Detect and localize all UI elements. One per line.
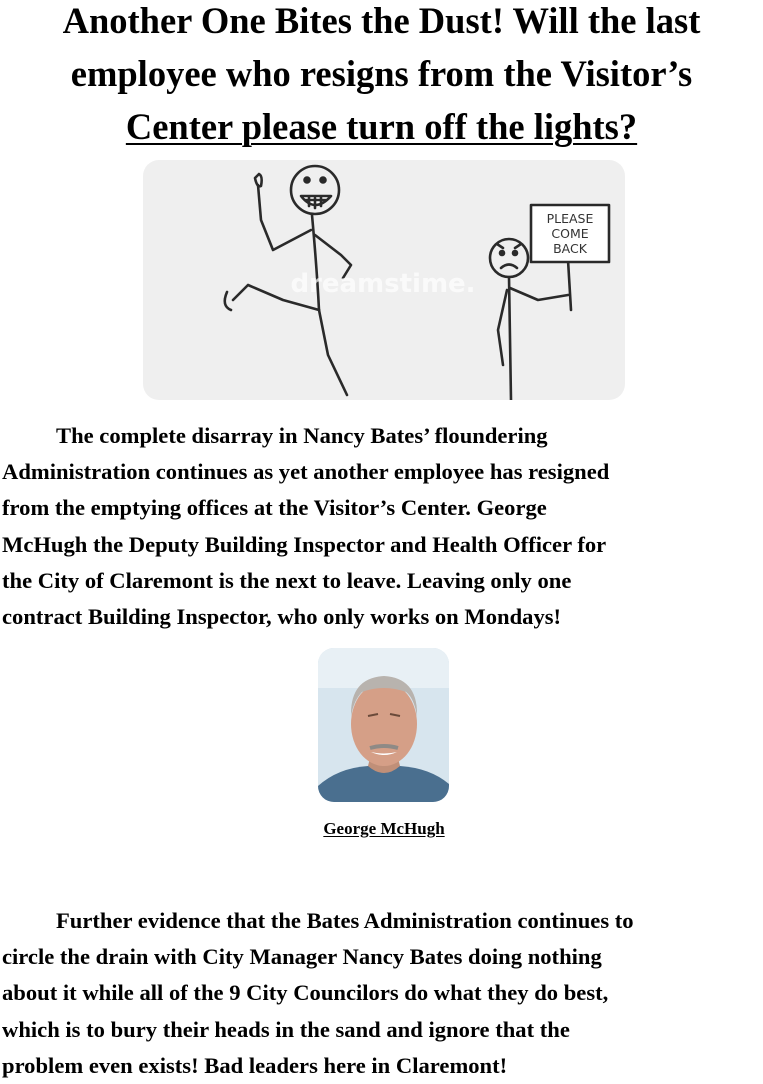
sign-line-3: BACK	[553, 241, 587, 256]
paragraph-2-line-3: about it while all of the 9 City Councilors do what they do best,	[2, 980, 609, 1006]
paragraph-1-line-5: the City of Claremont is the next to leave. Leaving only one	[2, 567, 572, 593]
paragraph-1-line-6: contract Building Inspector, who only works on Mondays!	[2, 604, 562, 630]
photo-caption: George McHugh	[323, 819, 445, 838]
paragraph-2-line-4: which is to bury their heads in the sand and ignore that the	[2, 1016, 570, 1042]
paragraph-2-line-1: Further evidence that the Bates Administration continues to	[56, 908, 634, 933]
paragraph-2	[2, 903, 762, 1084]
headline-line-3: Center please turn off the lights?	[125, 106, 638, 147]
watermark-text: dreamstime.	[290, 269, 476, 299]
headline-line-2: employee who resigns from the Visitor’s	[70, 53, 693, 94]
portrait-photo	[318, 648, 449, 802]
paragraph-1	[2, 418, 762, 635]
paragraph-1-line-4: McHugh the Deputy Building Inspector and Health Officer for	[2, 531, 607, 557]
headline-line-1: Another One Bites the Dust! Will the last	[62, 0, 701, 41]
paragraph-1-line-2: Administration continues as yet another employee has resigned	[2, 459, 610, 485]
cartoon-illustration	[143, 160, 625, 400]
paragraph-2-line-5: problem even exists! Bad leaders here in Claremont!	[2, 1052, 508, 1078]
paragraph-2-line-2: circle the drain with City Manager Nancy Bates doing nothing	[2, 944, 602, 970]
headline	[0, 0, 763, 153]
sign-line-1: PLEASE	[546, 211, 594, 226]
sign-line-2: COME	[551, 226, 589, 241]
paragraph-1-line-1: The complete disarray in Nancy Bates’ floundering	[56, 423, 548, 448]
paragraph-1-line-3: from the emptying offices at the Visitor’s Center. George	[2, 495, 547, 521]
